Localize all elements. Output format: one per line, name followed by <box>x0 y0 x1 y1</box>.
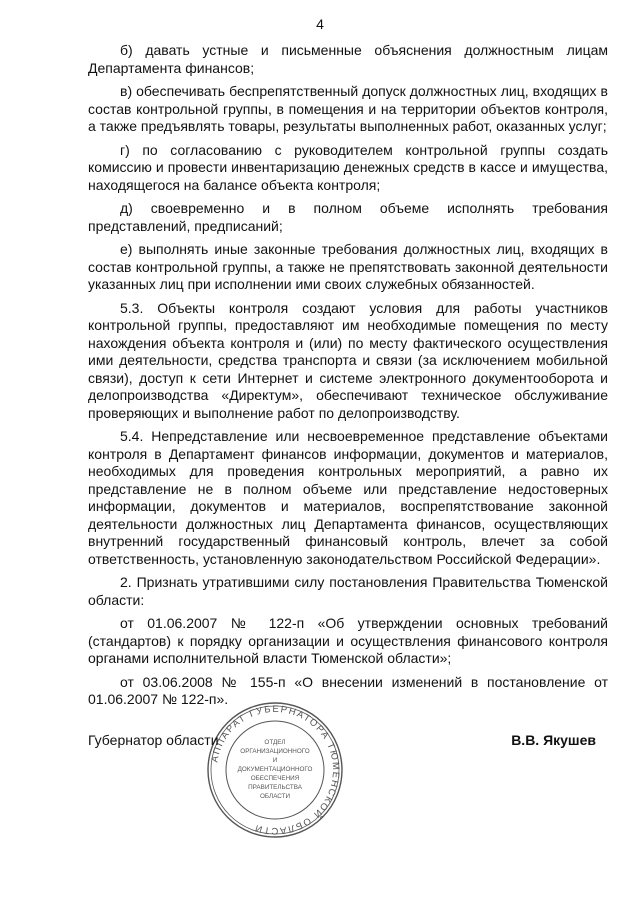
stamp-graphic <box>205 700 345 840</box>
stamp-line-5: ОБЕСПЕЧЕНИЯ <box>250 775 300 782</box>
paragraph-5-3: 5.3. Объекты контроля создают условия для работы участников контрольной группы, предоставляют им необходимые помещения по месту нахождения объекта контроля и (или) по месту фактического осуществления ими деятельности, средства транспорта и связи (за исключением мобильной связи), доступ к сети Интернет и системе электронного документооборота и делопроизводства «Директум», обеспечивают техническое обслуживание проверяющих и выполнение работ по делопроизводству. <box>88 299 608 421</box>
stamp-line-7: ОБЛАСТИ <box>260 793 290 800</box>
paragraph-v: в) обеспечивать беспрепятственный допуск должностных лиц, входящих в состав контрольной группы, в помещения и на территории объектов контроля, а также предъявлять товары, результаты выполненных работ, оказанных услуг; <box>88 83 608 134</box>
stamp-outer-text: АППАРАТ ГУБЕРНАТОРА ТЮМЕНСКОЙ ОБЛАСТИ <box>209 703 342 837</box>
stamp-line-1: ОТДЕЛ <box>264 739 286 746</box>
repealed-item-1: от 01.06.2007 № 122-п «Об утверждении основных требований (стандартов) к порядку организации и осуществления финансового контроля органами исполнительной власти Тюменской области»; <box>88 615 608 666</box>
document-body <box>88 42 608 715</box>
stamp-line-6: ПРАВИТЕЛЬСТВА <box>248 784 302 791</box>
signature-block <box>88 732 608 756</box>
repealed-item-2: от 03.06.2008 № 155-п «О внесении изменений в постановление от 01.06.2007 № 122-п». <box>88 673 608 707</box>
stamp-line-4: ДОКУМЕНТАЦИОННОГО <box>237 766 313 773</box>
paragraph-b: б) давать устные и письменные объяснения должностным лицам Департамента финансов; <box>88 42 608 76</box>
page-number: 4 <box>316 16 324 32</box>
signatory-title: Губернатор области <box>88 732 219 748</box>
paragraph-2: 2. Признать утратившими силу постановления Правительства Тюменской области: <box>88 574 608 608</box>
paragraph-e: е) выполнять иные законные требования должностных лиц, входящих в состав контрольной группы, а также не препятствовать законной деятельности указанных лиц при исполнении ими своих служебных обязанностей. <box>88 241 608 292</box>
paragraph-5-4: 5.4. Непредставление или несвоевременное представление объектами контроля в Департамент финансов информации, документов и материалов, необходимых для проведения контрольных мероприятий, а равно их представление не в полном объеме или представление недостоверных информации, документов и материалов, воспрепятствование законной деятельности должностных лиц Департамента финансов, осуществляющих внутренний государственный финансовый контроль, влечет за собой ответственность, установленную законодательством Российской Федерации». <box>88 428 608 567</box>
signatory-name: В.В. Якушев <box>511 732 596 748</box>
paragraph-g: г) по согласованию с руководителем контрольной группы создать комиссию и провести инвентаризацию денежных средств в кассе и имущества, находящегося на балансе объекта контроля; <box>88 141 608 193</box>
stamp-line-3: И <box>272 757 278 764</box>
stamp-line-2: ОРГАНИЗАЦИОННОГО <box>240 748 310 755</box>
paragraph-d: д) своевременно и в полном объеме исполнять требования представлений, предписаний; <box>88 200 608 234</box>
official-stamp <box>205 700 345 840</box>
